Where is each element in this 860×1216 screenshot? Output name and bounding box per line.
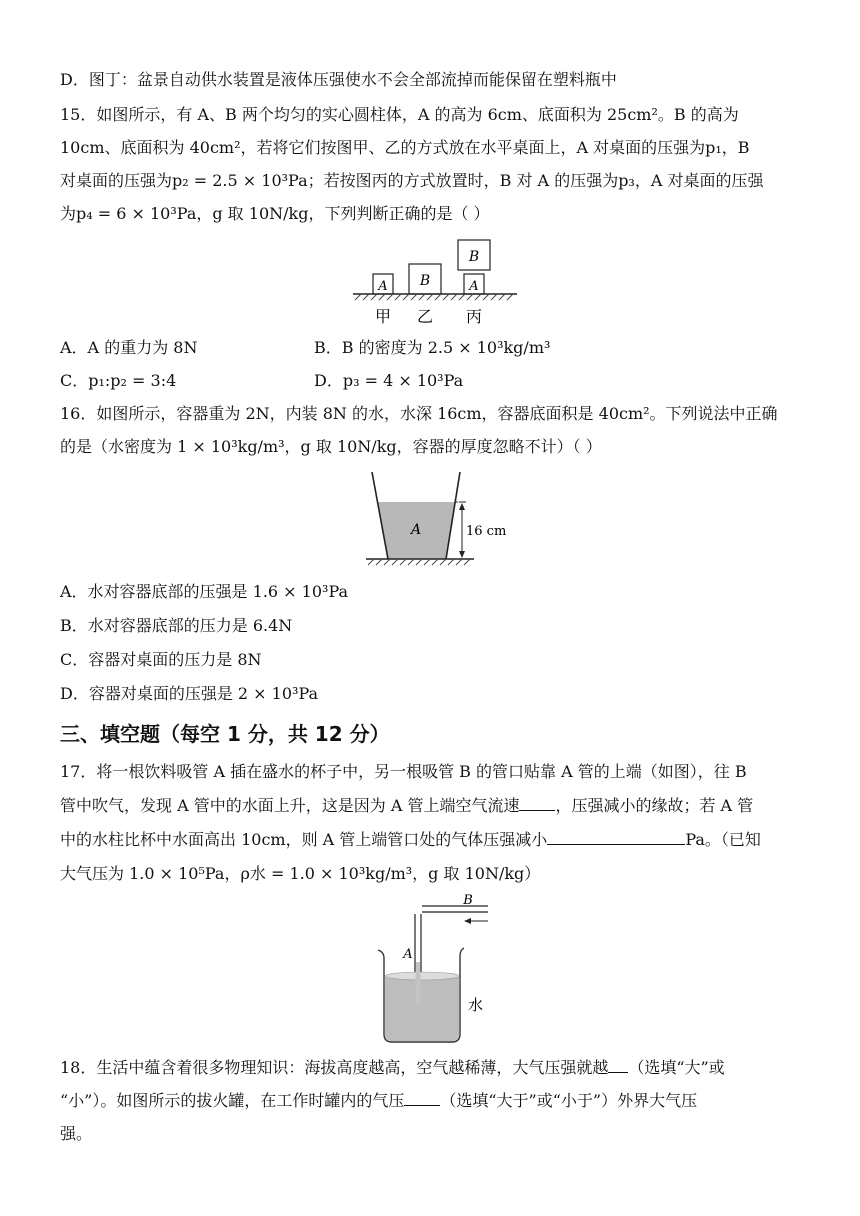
q18-line1-part1: 18．生活中蕴含着很多物理知识：海拔高度越高，空气越稀薄，大气压强就越 [60,1058,609,1077]
q17-stem-line4: 大气压为 1.0 × 10⁵Pa，ρ水 = 1.0 × 10³kg/m³，g 取 10N/kg） [60,864,541,883]
q15-figure-cylinders [345,236,525,330]
q18-stem-line3: 强。 [60,1124,93,1143]
q15-stem-line2: 10cm、底面积为 40cm²，若将它们按图甲、乙的方式放在水平桌面上，A 对桌面的压强为p₁，B [60,138,750,157]
q15-stem-line1: 15．如图所示，有 A、B 两个均匀的实心圆柱体，A 的高为 6cm、底面积为 25cm²。B 的高为 [60,105,739,124]
q17-blank-2 [547,826,685,845]
q16-option-b: B．水对容器底部的压力是 6.4N [60,616,293,635]
depth-label: 16 cm [466,524,507,539]
q16-option-d: D．容器对桌面的压强是 2 × 10³Pa [60,684,319,703]
q17-stem-line3 [60,824,810,856]
q18-stem-line2 [60,1085,810,1117]
table-hatch [355,294,513,300]
q17-line2-part1: 管中吹气，发现 A 管中的水面上升，这是因为 A 管上端空气流速 [60,796,520,815]
section-heading: 三、填空题（每空 1 分，共 12 分） [60,722,390,746]
q16-stem-line2: 的是（水密度为 1 × 10³kg/m³，g 取 10N/kg，容器的厚度忽略不计）（ ） [60,437,602,456]
q15-stem-line3: 对桌面的压强为p₂ = 2.5 × 10³Pa；若按图丙的方式放置时，B 对 A 的压强为p₃，A 对桌面的压强 [60,171,764,190]
q15-option-d: D．p₃ = 4 × 10³Pa [314,371,464,390]
ground-hatch [368,559,470,565]
q17-stem-line2 [60,790,810,822]
q17-line3-part2: Pa。（已知 [685,830,761,849]
q18-stem-line1 [60,1052,810,1084]
q15-stem-line4: 为p₄ = 6 × 10³Pa，g 取 10N/kg，下列判断正确的是（ ） [60,204,490,223]
label-b: B [463,893,473,908]
caption-jia: 甲 [374,307,392,326]
q17-stem-line1: 17．将一根饮料吸管 A 插在盛水的杯子中，另一根吸管 B 的管口贴靠 A 管的上端（如图），往 B [60,762,747,781]
q15-option-c: C．p₁:p₂ = 3:4 [60,371,177,390]
caption-bing: 丙 [465,307,483,326]
q16-stem-line1: 16．如图所示，容器重为 2N，内装 8N 的水，水深 16cm，容器底面积是 40cm²。下列说法中正确 [60,404,778,423]
q15-option-b: B．B 的密度为 2.5 × 10³kg/m³ [314,338,551,357]
q17-line3-part1: 中的水柱比杯中水面高出 10cm，则 A 管上端管口处的气体压强减小 [60,830,548,849]
q16-figure-container [358,468,508,572]
straw-water-column [416,962,421,1004]
label-a: A [403,947,413,962]
label-a-jia: A [378,279,388,294]
caption-yi: 乙 [416,307,434,326]
q18-blank-2 [404,1087,440,1106]
q18-line2-part2: （选填“大于”或“小于”）外界大气压 [440,1091,698,1110]
q18-blank-1 [608,1054,628,1073]
q18-line2-part1: “小”）。如图所示的拔火罐，在工作时罐内的气压 [60,1091,405,1110]
q16-option-a: A．水对容器底部的压强是 1.6 × 10³Pa [60,582,349,601]
label-b-bing: B [468,249,480,265]
q18-line1-part2: （选填“大”或 [628,1058,725,1077]
label-b-yi: B [419,273,431,289]
label-water: 水 [468,996,484,1014]
q14-option-d: D．图丁：盆景自动供水装置是液体压强使水不会全部流掉而能保留在塑料瓶中 [60,70,617,89]
label-a-bing: A [469,279,479,294]
q15-option-a: A．A 的重力为 8N [60,338,198,357]
beaker-water [385,976,459,1041]
label-a-water: A [410,522,422,538]
q17-line2-part2: ，压强减小的缘故；若 A 管 [555,796,754,815]
q17-blank-1 [519,792,555,811]
q16-option-c: C．容器对桌面的压力是 8N [60,650,262,669]
q17-figure-straws [370,892,495,1046]
